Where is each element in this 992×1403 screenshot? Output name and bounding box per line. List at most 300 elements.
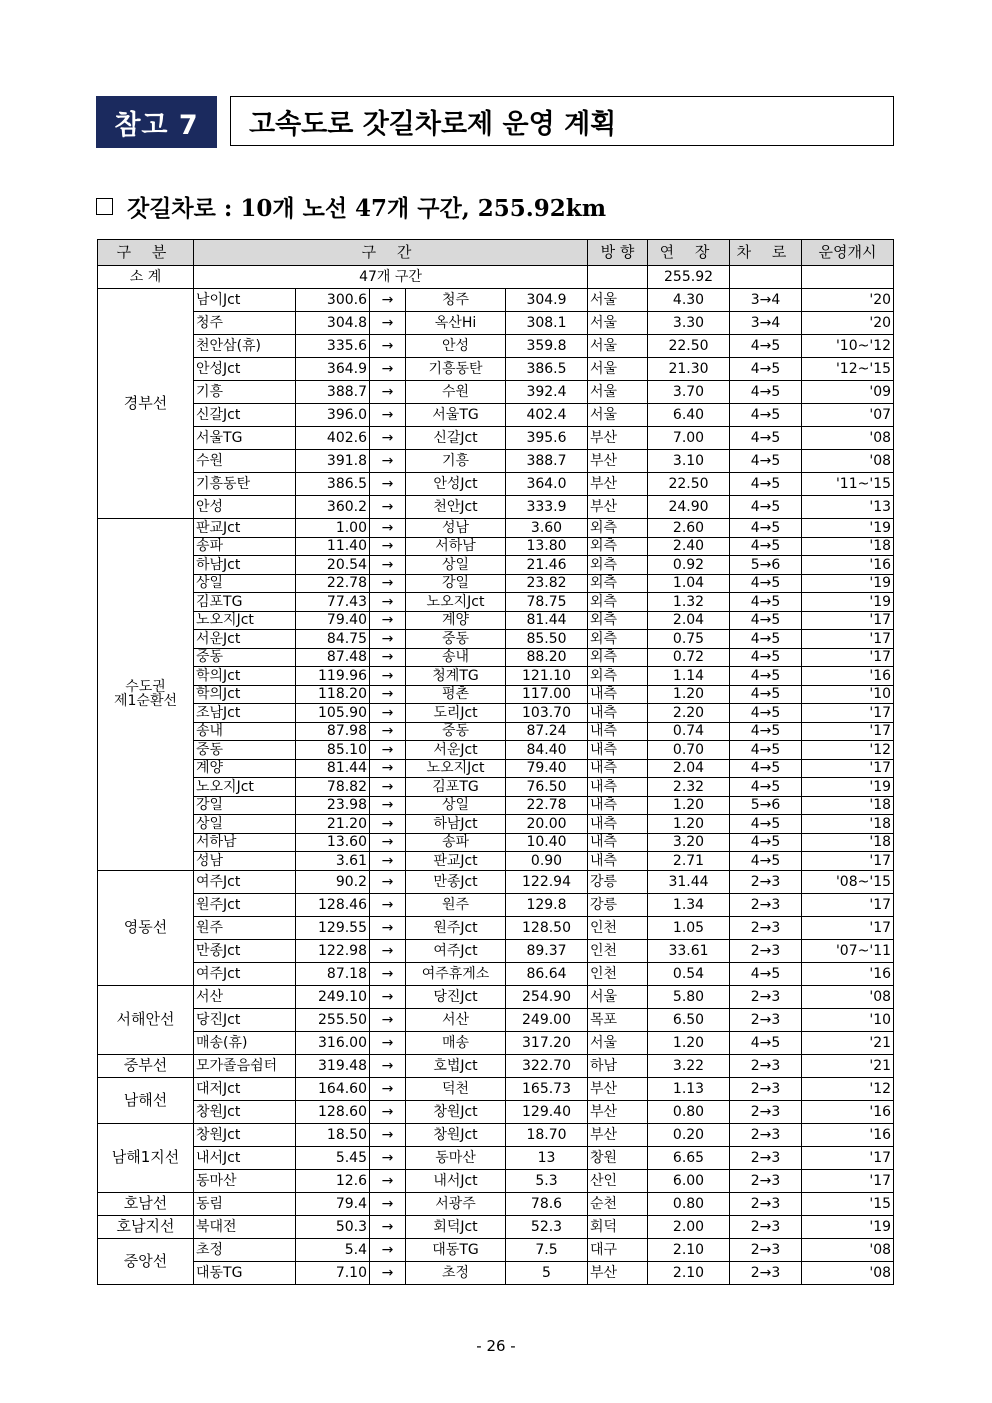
arrow-cell: →: [370, 537, 406, 556]
start-year: '08~'15: [802, 870, 894, 893]
arrow-cell: →: [370, 556, 406, 575]
table-row: [98, 1008, 894, 1031]
table-row: [98, 611, 894, 630]
length: 2.71: [648, 852, 730, 871]
to-km: 388.7: [506, 450, 588, 473]
subtotal-length: 255.92: [648, 266, 730, 289]
arrow-cell: →: [370, 704, 406, 723]
from-point: 상일: [194, 815, 296, 834]
from-point: 초정: [194, 1238, 296, 1261]
from-point: 상일: [194, 574, 296, 593]
direction: 외측: [588, 593, 648, 612]
arrow-cell: →: [370, 1123, 406, 1146]
table-row: [98, 1238, 894, 1261]
start-year: '17: [802, 722, 894, 741]
from-km: 335.6: [296, 335, 370, 358]
length: 0.70: [648, 741, 730, 760]
table-row: [98, 289, 894, 312]
arrow-cell: →: [370, 289, 406, 312]
arrow-cell: →: [370, 833, 406, 852]
to-km: 249.00: [506, 1008, 588, 1031]
lanes: 2→3: [730, 1123, 802, 1146]
direction: 서울: [588, 381, 648, 404]
direction: 내측: [588, 815, 648, 834]
direction: 창원: [588, 1146, 648, 1169]
from-km: 81.44: [296, 759, 370, 778]
from-km: 396.0: [296, 404, 370, 427]
arrow-cell: →: [370, 1215, 406, 1238]
length: 1.14: [648, 667, 730, 686]
start-year: '07: [802, 404, 894, 427]
table-row: [98, 1031, 894, 1054]
lanes: 2→3: [730, 916, 802, 939]
lanes: 2→3: [730, 1169, 802, 1192]
lanes: 4→5: [730, 648, 802, 667]
length: 2.10: [648, 1238, 730, 1261]
lanes: 4→5: [730, 778, 802, 797]
from-km: 164.60: [296, 1077, 370, 1100]
to-point: 송파: [406, 833, 506, 852]
from-point: 원주Jct: [194, 893, 296, 916]
length: 33.61: [648, 939, 730, 962]
from-point: 서하남: [194, 833, 296, 852]
direction: 외측: [588, 556, 648, 575]
checkbox-icon: [96, 198, 113, 215]
from-point: 판교Jct: [194, 519, 296, 538]
direction: 외측: [588, 519, 648, 538]
start-year: '16: [802, 1100, 894, 1123]
to-km: 5.3: [506, 1169, 588, 1192]
start-year: '12~'15: [802, 358, 894, 381]
length: 7.00: [648, 427, 730, 450]
from-point: 노오지Jct: [194, 611, 296, 630]
table-row: [98, 833, 894, 852]
direction: 서울: [588, 358, 648, 381]
to-km: 333.9: [506, 496, 588, 519]
to-km: 122.94: [506, 870, 588, 893]
arrow-cell: →: [370, 1261, 406, 1284]
table-row: [98, 1192, 894, 1215]
lanes: 4→5: [730, 722, 802, 741]
arrow-cell: →: [370, 312, 406, 335]
to-km: 81.44: [506, 611, 588, 630]
to-km: 22.78: [506, 796, 588, 815]
subtotal-label: 소 계: [98, 266, 194, 289]
start-year: '13: [802, 496, 894, 519]
start-year: '16: [802, 1123, 894, 1146]
start-year: '15: [802, 1192, 894, 1215]
direction: 하남: [588, 1054, 648, 1077]
length: 1.13: [648, 1077, 730, 1100]
from-km: 90.2: [296, 870, 370, 893]
direction: 부산: [588, 473, 648, 496]
to-point: 상일: [406, 556, 506, 575]
from-point: 북대전: [194, 1215, 296, 1238]
from-km: 122.98: [296, 939, 370, 962]
from-point: 서산: [194, 985, 296, 1008]
to-km: 10.40: [506, 833, 588, 852]
direction: 인천: [588, 939, 648, 962]
direction: 부산: [588, 496, 648, 519]
start-year: '08: [802, 1238, 894, 1261]
from-km: 391.8: [296, 450, 370, 473]
start-year: '19: [802, 574, 894, 593]
arrow-cell: →: [370, 335, 406, 358]
page-number: - 26 -: [476, 1337, 516, 1355]
table-row: [98, 556, 894, 575]
direction: 외측: [588, 667, 648, 686]
to-km: 88.20: [506, 648, 588, 667]
to-point: 천안Jct: [406, 496, 506, 519]
from-km: 12.6: [296, 1169, 370, 1192]
to-km: 359.8: [506, 335, 588, 358]
start-year: '17: [802, 611, 894, 630]
start-year: '17: [802, 704, 894, 723]
start-year: '17: [802, 1169, 894, 1192]
from-point: 모가졸음쉼터: [194, 1054, 296, 1077]
lanes: 2→3: [730, 1054, 802, 1077]
length: 1.20: [648, 796, 730, 815]
arrow-cell: →: [370, 450, 406, 473]
from-km: 18.50: [296, 1123, 370, 1146]
header-lanes: 차 로: [730, 240, 802, 266]
route-name: 중부선: [98, 1054, 194, 1077]
start-year: '10~'12: [802, 335, 894, 358]
table-row: [98, 1100, 894, 1123]
header-direction: 방 향: [588, 240, 648, 266]
from-km: 128.60: [296, 1100, 370, 1123]
length: 6.50: [648, 1008, 730, 1031]
direction: 내측: [588, 852, 648, 871]
direction: 회덕: [588, 1215, 648, 1238]
to-point: 옥산Hi: [406, 312, 506, 335]
from-km: 360.2: [296, 496, 370, 519]
from-km: 87.18: [296, 962, 370, 985]
direction: 강릉: [588, 893, 648, 916]
length: 0.80: [648, 1192, 730, 1215]
to-point: 계양: [406, 611, 506, 630]
table-row: [98, 870, 894, 893]
to-km: 128.50: [506, 916, 588, 939]
length: 22.50: [648, 335, 730, 358]
arrow-cell: →: [370, 685, 406, 704]
direction: 인천: [588, 916, 648, 939]
lanes: 2→3: [730, 870, 802, 893]
lanes: 4→5: [730, 473, 802, 496]
from-km: 255.50: [296, 1008, 370, 1031]
length: 3.70: [648, 381, 730, 404]
start-year: '16: [802, 962, 894, 985]
start-year: '17: [802, 893, 894, 916]
arrow-cell: →: [370, 496, 406, 519]
from-km: 364.9: [296, 358, 370, 381]
route-name: 중앙선: [98, 1238, 194, 1284]
from-km: 84.75: [296, 630, 370, 649]
table-row: [98, 537, 894, 556]
lanes: 4→5: [730, 574, 802, 593]
arrow-cell: →: [370, 815, 406, 834]
to-point: 여주Jct: [406, 939, 506, 962]
to-km: 0.90: [506, 852, 588, 871]
from-point: 대저Jct: [194, 1077, 296, 1100]
header-length: 연 장: [648, 240, 730, 266]
from-point: 서운Jct: [194, 630, 296, 649]
to-km: 84.40: [506, 741, 588, 760]
to-km: 52.3: [506, 1215, 588, 1238]
lanes: 4→5: [730, 335, 802, 358]
lanes: 2→3: [730, 985, 802, 1008]
to-point: 초정: [406, 1261, 506, 1284]
lanes: 4→5: [730, 962, 802, 985]
to-point: 동마산: [406, 1146, 506, 1169]
start-year: '08: [802, 450, 894, 473]
length: 2.32: [648, 778, 730, 797]
start-year: '12: [802, 741, 894, 760]
start-year: '09: [802, 381, 894, 404]
length: 0.54: [648, 962, 730, 985]
direction: 내측: [588, 741, 648, 760]
start-year: '17: [802, 1146, 894, 1169]
route-name: 남해1지선: [98, 1123, 194, 1192]
from-point: 성남: [194, 852, 296, 871]
table-row: [98, 496, 894, 519]
to-point: 성남: [406, 519, 506, 538]
start-year: '16: [802, 667, 894, 686]
length: 31.44: [648, 870, 730, 893]
length: 0.74: [648, 722, 730, 741]
to-km: 364.0: [506, 473, 588, 496]
from-km: 87.98: [296, 722, 370, 741]
route-name: 호남선: [98, 1192, 194, 1215]
from-km: 85.10: [296, 741, 370, 760]
to-point: 중동: [406, 722, 506, 741]
to-point: 서산: [406, 1008, 506, 1031]
arrow-cell: →: [370, 519, 406, 538]
lanes: 4→5: [730, 427, 802, 450]
from-km: 316.00: [296, 1031, 370, 1054]
start-year: '17: [802, 916, 894, 939]
to-km: 317.20: [506, 1031, 588, 1054]
length: 2.00: [648, 1215, 730, 1238]
arrow-cell: →: [370, 358, 406, 381]
to-km: 3.60: [506, 519, 588, 538]
route-name: 영동선: [98, 870, 194, 985]
from-km: 319.48: [296, 1054, 370, 1077]
arrow-cell: →: [370, 985, 406, 1008]
length: 0.20: [648, 1123, 730, 1146]
table-row: [98, 722, 894, 741]
direction: 외측: [588, 537, 648, 556]
direction: 산인: [588, 1169, 648, 1192]
subtitle-text: 갓길차로 : 10개 노선 47개 구간, 255.92km: [127, 195, 607, 222]
from-point: 중동: [194, 741, 296, 760]
direction: 대구: [588, 1238, 648, 1261]
header-section: 구 간: [194, 240, 588, 266]
lanes: 4→5: [730, 704, 802, 723]
start-year: '10: [802, 685, 894, 704]
start-year: '16: [802, 556, 894, 575]
length: 4.30: [648, 289, 730, 312]
from-km: 304.8: [296, 312, 370, 335]
to-point: 여주휴게소: [406, 962, 506, 985]
to-km: 392.4: [506, 381, 588, 404]
lanes: 4→5: [730, 496, 802, 519]
from-point: 당진Jct: [194, 1008, 296, 1031]
length: 3.22: [648, 1054, 730, 1077]
length: 0.75: [648, 630, 730, 649]
to-km: 304.9: [506, 289, 588, 312]
direction: 서울: [588, 312, 648, 335]
lanes: 4→5: [730, 685, 802, 704]
table-row: [98, 939, 894, 962]
arrow-cell: →: [370, 1192, 406, 1215]
to-point: 내서Jct: [406, 1169, 506, 1192]
header-category: 구 분: [98, 240, 194, 266]
from-km: 388.7: [296, 381, 370, 404]
to-point: 기흥: [406, 450, 506, 473]
arrow-cell: →: [370, 722, 406, 741]
direction: 외측: [588, 630, 648, 649]
start-year: '19: [802, 593, 894, 612]
length: 2.60: [648, 519, 730, 538]
from-km: 21.20: [296, 815, 370, 834]
direction: 서울: [588, 985, 648, 1008]
from-point: 동림: [194, 1192, 296, 1215]
lanes: 4→5: [730, 537, 802, 556]
length: 1.20: [648, 685, 730, 704]
page-title: 고속도로 갓길차로제 운영 계획: [230, 96, 894, 146]
lanes: 4→5: [730, 630, 802, 649]
length: 6.40: [648, 404, 730, 427]
from-km: 11.40: [296, 537, 370, 556]
from-point: 강일: [194, 796, 296, 815]
from-point: 남이Jct: [194, 289, 296, 312]
to-km: 117.00: [506, 685, 588, 704]
to-km: 103.70: [506, 704, 588, 723]
arrow-cell: →: [370, 870, 406, 893]
reference-label: 참고 7: [96, 96, 217, 148]
from-point: 천안삼(휴): [194, 335, 296, 358]
from-point: 원주: [194, 916, 296, 939]
from-km: 23.98: [296, 796, 370, 815]
direction: 부산: [588, 1261, 648, 1284]
length: 0.80: [648, 1100, 730, 1123]
to-point: 노오지Jct: [406, 593, 506, 612]
from-point: 계양: [194, 759, 296, 778]
table-row: [98, 741, 894, 760]
to-point: 김포TG: [406, 778, 506, 797]
to-point: 기흥동탄: [406, 358, 506, 381]
to-point: 송내: [406, 648, 506, 667]
start-year: '21: [802, 1054, 894, 1077]
to-point: 창원Jct: [406, 1100, 506, 1123]
from-point: 기흥동탄: [194, 473, 296, 496]
start-year: '11~'15: [802, 473, 894, 496]
from-km: 22.78: [296, 574, 370, 593]
arrow-cell: →: [370, 630, 406, 649]
from-point: 노오지Jct: [194, 778, 296, 797]
to-km: 165.73: [506, 1077, 588, 1100]
length: 1.05: [648, 916, 730, 939]
length: 21.30: [648, 358, 730, 381]
from-point: 대동TG: [194, 1261, 296, 1284]
to-point: 대동TG: [406, 1238, 506, 1261]
arrow-cell: →: [370, 852, 406, 871]
from-km: 7.10: [296, 1261, 370, 1284]
route-name: 경부선: [98, 289, 194, 519]
to-point: 서하남: [406, 537, 506, 556]
from-km: 1.00: [296, 519, 370, 538]
from-point: 수원: [194, 450, 296, 473]
route-name: 서해안선: [98, 985, 194, 1054]
from-point: 창원Jct: [194, 1100, 296, 1123]
direction: 인천: [588, 962, 648, 985]
to-km: 18.70: [506, 1123, 588, 1146]
direction: 외측: [588, 648, 648, 667]
lanes: 4→5: [730, 833, 802, 852]
to-point: 안성: [406, 335, 506, 358]
direction: 외측: [588, 611, 648, 630]
table-row: [98, 335, 894, 358]
arrow-cell: →: [370, 962, 406, 985]
lanes: 4→5: [730, 667, 802, 686]
from-point: 청주: [194, 312, 296, 335]
table-row: [98, 916, 894, 939]
to-km: 308.1: [506, 312, 588, 335]
table-row: [98, 630, 894, 649]
lanes: 4→5: [730, 759, 802, 778]
table-row: [98, 450, 894, 473]
to-point: 서울TG: [406, 404, 506, 427]
direction: 부산: [588, 427, 648, 450]
length: 1.04: [648, 574, 730, 593]
arrow-cell: →: [370, 593, 406, 612]
from-point: 송내: [194, 722, 296, 741]
lanes: 4→5: [730, 611, 802, 630]
start-year: '18: [802, 815, 894, 834]
start-year: '18: [802, 796, 894, 815]
lanes: 2→3: [730, 1238, 802, 1261]
to-km: 87.24: [506, 722, 588, 741]
arrow-cell: →: [370, 1238, 406, 1261]
start-year: '08: [802, 1261, 894, 1284]
from-km: 300.6: [296, 289, 370, 312]
subtotal-section: 47개 구간: [194, 266, 588, 289]
arrow-cell: →: [370, 427, 406, 450]
from-point: 학의Jct: [194, 685, 296, 704]
route-name: 수도권 제1순환선: [98, 519, 194, 871]
to-km: 402.4: [506, 404, 588, 427]
to-point: 판교Jct: [406, 852, 506, 871]
direction: 목포: [588, 1008, 648, 1031]
direction: 부산: [588, 1100, 648, 1123]
to-point: 원주: [406, 893, 506, 916]
length: 2.40: [648, 537, 730, 556]
lanes: 2→3: [730, 939, 802, 962]
length: 2.20: [648, 704, 730, 723]
lanes: 3→4: [730, 312, 802, 335]
to-point: 안성Jct: [406, 473, 506, 496]
lanes: 2→3: [730, 893, 802, 916]
arrow-cell: →: [370, 1146, 406, 1169]
table-row: [98, 778, 894, 797]
to-point: 노오지Jct: [406, 759, 506, 778]
table-row: [98, 759, 894, 778]
table-row: [98, 893, 894, 916]
table-row: [98, 1123, 894, 1146]
from-km: 129.55: [296, 916, 370, 939]
arrow-cell: →: [370, 1077, 406, 1100]
